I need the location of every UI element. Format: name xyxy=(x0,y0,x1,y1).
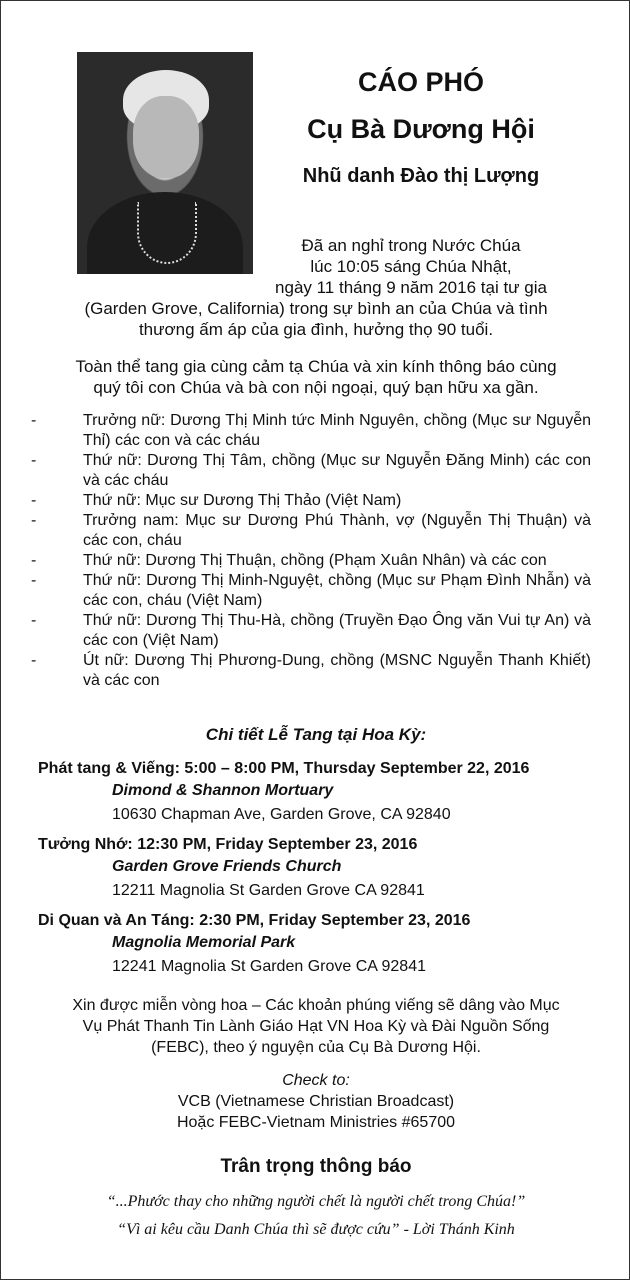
scripture-verse: “...Phước thay cho những người chết là người chết trong Chúa!” xyxy=(106,1193,526,1210)
check-info xyxy=(1,1070,630,1133)
announcement xyxy=(31,356,601,398)
list-item xyxy=(31,571,591,611)
passing-line: (Garden Grove, California) trong sự bình an của Chúa và tình xyxy=(84,299,548,318)
event-burial xyxy=(38,910,608,978)
family-member: Trưởng nữ: Dương Thị Minh tức Minh Nguyên, chồng (Mục sư Nguyễn Thỉ) các con và các cháu xyxy=(83,412,591,449)
event-address: 12241 Magnolia St Garden Grove CA 92841 xyxy=(112,958,426,975)
passing-line: lúc 10:05 sáng Chúa Nhật, xyxy=(310,257,512,276)
announcement-line: Toàn thể tang gia cùng cảm tạ Chúa và xin kính thông báo cùng xyxy=(75,357,557,376)
donation-line: Vụ Phát Thanh Tin Lành Giáo Hạt VN Hoa Kỳ và Đài Nguồn Sống xyxy=(82,1018,550,1035)
list-bullet: - xyxy=(31,412,37,429)
maiden-name: Nhũ danh Đào thị Lượng xyxy=(302,165,540,187)
event-venue: Garden Grove Friends Church xyxy=(112,858,342,875)
family-member: Thứ nữ: Dương Thị Tâm, chồng (Mục sư Nguyễn Đăng Minh) các con và các cháu xyxy=(83,452,591,489)
event-time: Di Quan và An Táng: 2:30 PM, Friday September 23, 2016 xyxy=(38,912,471,929)
list-bullet: - xyxy=(31,572,37,589)
passing-text xyxy=(261,235,561,298)
donation-line: (FEBC), theo ý nguyện của Cụ Bà Dương Hội. xyxy=(151,1039,481,1056)
list-bullet: - xyxy=(31,452,37,469)
portrait-photo xyxy=(77,52,253,274)
list-item xyxy=(31,611,591,651)
list-item xyxy=(31,551,591,571)
event-address: 12211 Magnolia St Garden Grove CA 92841 xyxy=(112,882,425,899)
event-time: Phát tang & Viếng: 5:00 – 8:00 PM, Thursday September 22, 2016 xyxy=(38,760,530,777)
scripture-verse: “Vì ai kêu cầu Danh Chúa thì sẽ được cứu” - Lời Thánh Kinh xyxy=(117,1221,515,1238)
closing-text: Trân trọng thông báo xyxy=(220,1156,412,1177)
list-bullet: - xyxy=(31,652,37,669)
passing-line: Đã an nghỉ trong Nước Chúa xyxy=(301,236,521,255)
announcement-line: quý tôi con Chúa và bà con nội ngoại, quý bạn hữu xa gần. xyxy=(93,378,539,397)
donation-line: Xin được miễn vòng hoa – Các khoản phúng viếng sẽ dâng vào Mục xyxy=(72,997,560,1014)
event-viewing xyxy=(38,758,608,826)
event-time: Tưởng Nhớ: 12:30 PM, Friday September 23, 2016 xyxy=(38,836,418,853)
list-bullet: - xyxy=(31,492,37,509)
list-item xyxy=(31,651,591,691)
event-venue: Magnolia Memorial Park xyxy=(112,934,296,951)
check-line: Hoặc FEBC-Vietnam Ministries #65700 xyxy=(176,1114,456,1131)
list-bullet: - xyxy=(31,552,37,569)
family-member: Trưởng nam: Mục sư Dương Phú Thành, vợ (Nguyễn Thị Thuận) và các con, cháu xyxy=(83,512,591,549)
portrait-necklace xyxy=(137,202,197,264)
event-memorial xyxy=(38,834,608,902)
event-venue: Dimond & Shannon Mortuary xyxy=(112,782,334,799)
portrait-face xyxy=(133,96,199,178)
family-member: Thứ nữ: Dương Thị Minh-Nguyệt, chồng (Mục sư Phạm Đình Nhẫn) và các con, cháu (Việt Nam) xyxy=(83,572,591,609)
passing-line: thương ấm áp của gia đình, hưởng thọ 90 tuổi. xyxy=(138,320,494,339)
family-list xyxy=(31,411,591,691)
event-address: 10630 Chapman Ave, Garden Grove, CA 92840 xyxy=(112,806,451,823)
list-item xyxy=(31,451,591,491)
deceased-name: Cụ Bà Dương Hội xyxy=(307,114,535,144)
family-member: Thứ nữ: Mục sư Dương Thị Thảo (Việt Nam) xyxy=(83,492,402,509)
passing-text-continued xyxy=(31,298,601,340)
funeral-heading: Chi tiết Lễ Tang tại Hoa Kỳ: xyxy=(205,725,427,744)
passing-line: ngày 11 tháng 9 năm 2016 tại tư gia xyxy=(275,278,547,297)
list-item xyxy=(31,511,591,551)
list-item xyxy=(31,411,591,451)
family-member: Út nữ: Dương Thị Phương-Dung, chồng (MSNC Nguyễn Thanh Khiết) và các con xyxy=(83,652,591,689)
family-member: Thứ nữ: Dương Thị Thu-Hà, chồng (Truyền Đạo Ông văn Vui tự An) và các con (Việt Nam) xyxy=(83,612,591,649)
family-member: Thứ nữ: Dương Thị Thuận, chồng (Phạm Xuân Nhân) và các con xyxy=(83,552,547,569)
list-bullet: - xyxy=(31,512,37,529)
obituary-title: CÁO PHÓ xyxy=(357,67,484,97)
donation-note xyxy=(31,995,601,1058)
check-line: VCB (Vietnamese Christian Broadcast) xyxy=(177,1093,455,1110)
check-label: Check to: xyxy=(282,1072,350,1089)
list-item xyxy=(31,491,591,511)
list-bullet: - xyxy=(31,612,37,629)
